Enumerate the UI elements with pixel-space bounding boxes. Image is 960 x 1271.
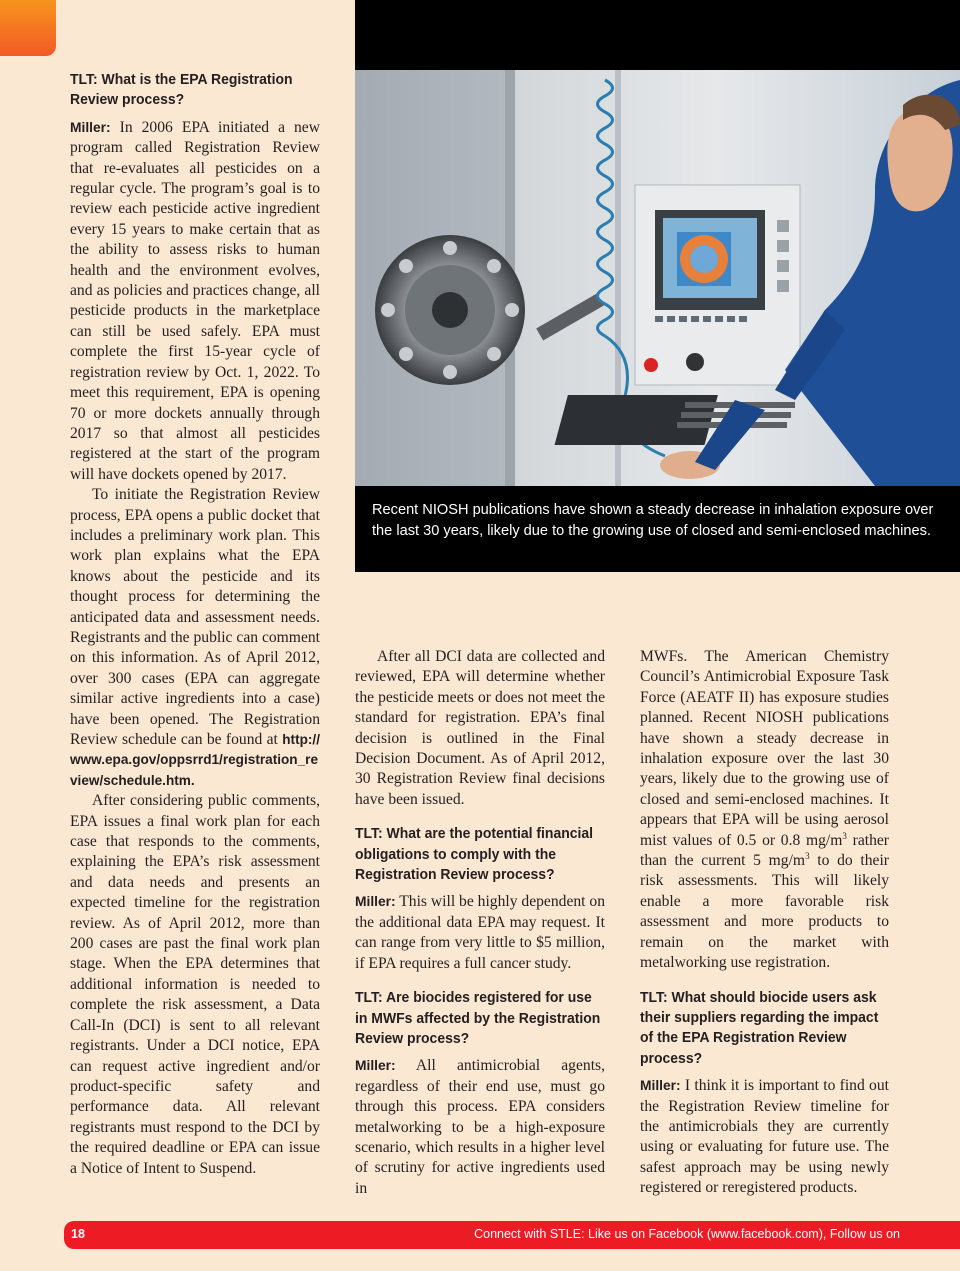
footer-bar — [64, 1221, 960, 1249]
right-paragraph-1 — [640, 647, 889, 974]
q4-answer — [640, 1076, 889, 1198]
q1-paragraph-1 — [70, 118, 320, 485]
q2-answer-text: This will be highly dependent on the additional data EPA may request. It can range from very little to $5 million, if EPA requires a full cancer study. — [355, 893, 605, 972]
right-column — [640, 647, 889, 1199]
q4-heading: TLT: What should biocide users ask their suppliers regarding the impact of the EPA Registration Review process? — [640, 988, 879, 1067]
cnc-machine-photo — [355, 70, 960, 486]
left-column — [70, 70, 320, 1179]
q3-answer-text: All antimicrobial agents, regardless of their end use, must go through this process. EPA considers metalworking to be a high-exposure scenario, which results in a higher level of scrutiny for active ingredients used in — [355, 1057, 605, 1197]
superscript-3-b: 3 — [805, 850, 810, 861]
connect-with-stle-text: Connect with STLE: Like us on Facebook (www.facebook.com), Follow us on — [474, 1227, 900, 1241]
superscript-3-a: 3 — [842, 830, 847, 841]
orange-corner-tab — [0, 0, 56, 56]
mid-paragraph-1: After all DCI data are collected and reviewed, EPA will determine whether the pesticide meets or does not meet the standard for registration. EPA’s final decision is outlined in the Final Decision Document. As of April 2012, 30 Registration Review final decisions have been issued. — [355, 648, 605, 808]
q2-heading: TLT: What are the potential financial obligations to comply with the Registration Review process? — [355, 825, 594, 884]
q3-speaker: Miller: — [355, 1058, 396, 1074]
photo-block — [355, 0, 960, 572]
q1-p2-text: To initiate the Registration Review process, EPA opens a public docket that includes a preliminary work plan. This work plan explains what the EPA knows about the pesticide and its thought process for determining the anticipated data and assessment needs. Registrants and the public can comment on this information. As of April 2012, over 300 cases (EPA can aggregate similar active ingredients into a case) have been opened. The Registration Review schedule can be found at — [70, 486, 320, 748]
q3-answer — [355, 1056, 605, 1199]
schedule-url-link[interactable]: http://www.epa.gov/oppsrrd1/registration_review/schedule.htm. — [70, 732, 320, 788]
q4-answer-text: I think it is important to find out the Registration Review timeline for the antimicrobials they are currently using or evaluating for future use. The safest approach may be using newly registered or reregistered products. — [640, 1077, 889, 1197]
q2-answer — [355, 892, 605, 974]
q2-speaker: Miller: — [355, 894, 396, 910]
cnc-machine-illustration — [355, 70, 960, 486]
right-p1-part-a: MWFs. The American Chemistry Council’s Antimicrobial Exposure Task Force (AEATF II) has exposure studies planned. Recent NIOSH publications have shown a steady decrease in inhalation exposure over the last 30 years, likely due to the growing use of closed and semi-enclosed machines. It appears that EPA will be using aerosol mist values of 0.5 or 0.8 mg/m — [640, 648, 889, 849]
q1-heading: TLT: What is the EPA Registration Review process? — [70, 71, 293, 109]
q3-heading: TLT: Are biocides registered for use in MWFs affected by the Registration Review process? — [355, 989, 601, 1047]
middle-column — [355, 647, 605, 1199]
q1-paragraph-2 — [70, 485, 320, 791]
right-p1-part-b: rather than the current 5 mg/m — [640, 831, 889, 870]
q1-speaker: Miller: — [70, 119, 111, 135]
page-number: 18 — [71, 1227, 85, 1241]
q4-speaker: Miller: — [640, 1078, 681, 1094]
right-p1-part-c: to do their risk assessments. This will likely enable a more favorable risk assessment and more products to remain on the market with metalworking use registration. — [640, 852, 889, 972]
q1-p1-text: In 2006 EPA initiated a new program called Registration Review that re-evaluates all pesticides on a regular cycle. The program’s goal is to review each pesticide active ingredient every 15 years to make certain that as the ability to assess risks to human health and the environment evolves, and as policies and practices change, all pesticide products in the marketplace can still be used safely. EPA must complete the first 15-year cycle of registration review by Oct. 1, 2022. To meet this requirement, EPA is opening 70 or more dockets annually through 2017 so that almost all pesticides registered at the start of the program will have dockets opened by 2017. — [70, 118, 320, 483]
photo-caption: Recent NIOSH publications have shown a steady decrease in inhalation exposure over the last 30 years, likely due to the growing use of closed and semi-enclosed machines. — [372, 502, 934, 539]
q1-paragraph-3: After considering public comments, EPA issues a final work plan for each case that responds to the comments, explaining the EPA’s risk assessment and data needs and presents an expected timeline for the registration review. As of April 2012, more than 200 cases are past the final work plan stage. When the EPA determines that additional information is needed to complete the risk assessment, a Data Call-In (DCI) is sent to all relevant registrants. Under a DCI notice, EPA can request active ingredient and/or product-specific safety and performance data. All relevant registrants must respond to the DCI by the required deadline or EPA can issue a Notice of Intent to Suspend. — [70, 792, 320, 1177]
